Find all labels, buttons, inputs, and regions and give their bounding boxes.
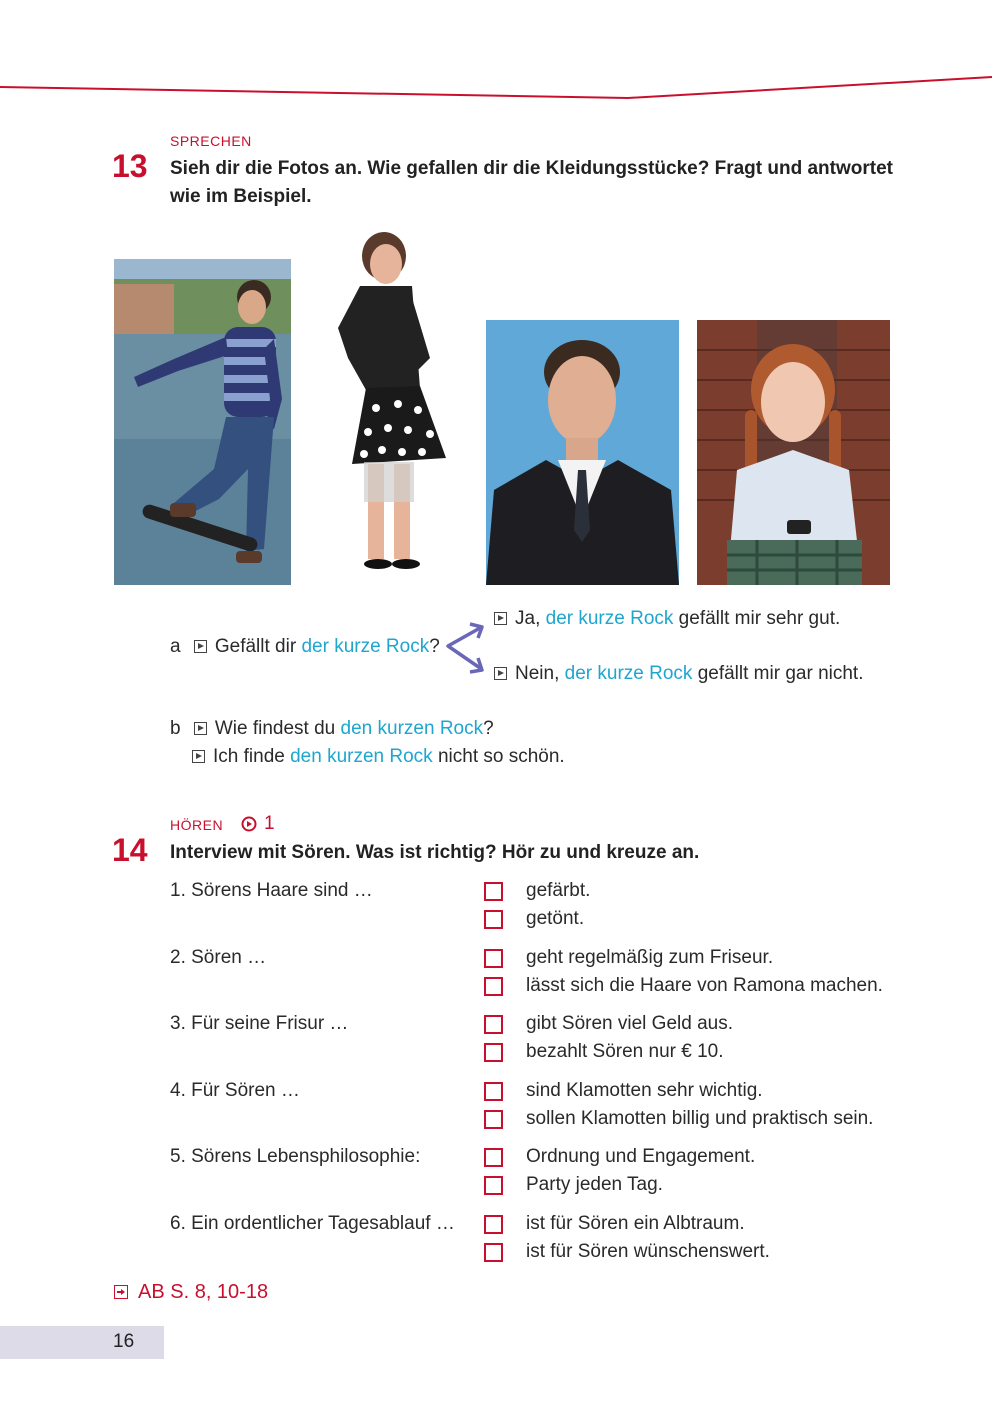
question-3: 3. Für seine Frisur … [170,1013,349,1034]
line2-post: nicht so schön. [432,746,565,767]
line1-post: ? [483,718,494,739]
option-2-1: geht regelmäßig zum Friseur. [526,947,774,968]
question-text-post: ? [429,636,440,657]
photo-boy-suit [486,320,679,585]
line2-pre: Ich finde [213,746,291,767]
speaker-play-icon [194,722,207,735]
option-5-2: Party jeden Tag. [526,1174,663,1195]
photo-girl-braids [697,320,890,585]
dialogue-letter-a: a [170,636,181,657]
checkbox-3-1[interactable] [484,1015,503,1034]
workbook-reference-text: AB S. 8, 10-18 [138,1281,269,1303]
checkbox-4-2[interactable] [484,1110,503,1129]
top-divider-line [0,74,992,104]
line1-highlight: den kurzen Rock [340,718,484,739]
dialogue-a-answer-yes [494,608,840,630]
branch-arrows-icon [440,622,490,676]
workbook-reference[interactable] [114,1281,268,1304]
instruction-line-2: wie im Beispiel. [170,186,312,207]
checkbox-4-1[interactable] [484,1082,503,1101]
question-1: 1. Sörens Haare sind … [170,880,373,901]
checkbox-1-2[interactable] [484,910,503,929]
section-label-sprechen: SPRECHEN [170,133,252,149]
answer-yes-pre: Ja, [515,608,546,629]
option-6-1: ist für Sören ein Albtraum. [526,1213,745,1234]
question-4: 4. Für Sören … [170,1080,300,1101]
option-1-2: getönt. [526,908,585,929]
section-label-hoeren: HÖREN [170,817,224,833]
option-5-1: Ordnung und Engagement. [526,1146,756,1167]
speaker-play-icon [194,640,207,653]
speaker-play-icon [494,667,507,680]
exercise-14-instruction: Interview mit Sören. Was ist richtig? Hör zu und kreuze an. [170,842,700,863]
exercise-number-13: 13 [112,148,148,184]
page-number-bar [0,1326,164,1359]
dialogue-b-line-1 [170,718,494,740]
answer-no-pre: Nein, [515,663,565,684]
checkbox-5-2[interactable] [484,1176,503,1195]
photo-skateboarder [114,259,291,585]
checkbox-2-2[interactable] [484,977,503,996]
exercise-number-14: 14 [112,832,148,868]
speaker-play-icon [494,612,507,625]
answer-yes-post: gefällt mir sehr gut. [673,608,841,629]
option-4-1: sind Klamotten sehr wichtig. [526,1080,763,1101]
question-text-pre: Gefällt dir [214,636,302,657]
audio-cd-icon[interactable] [241,816,257,832]
option-1-1: gefärbt. [526,880,591,901]
photo-girl-skirt [308,218,468,585]
answer-no-post: gefällt mir gar nicht. [692,663,864,684]
checkbox-3-2[interactable] [484,1043,503,1062]
instruction-line-1: Sieh dir die Fotos an. Wie gefallen dir die Kleidungsstücke? Fragt und antwortet [170,158,893,179]
checkbox-1-1[interactable] [484,882,503,901]
option-4-2: sollen Klamotten billig und praktisch sein. [526,1108,874,1129]
checkbox-5-1[interactable] [484,1148,503,1167]
audio-track-number: 1 [264,813,275,834]
option-6-2: ist für Sören wünschenswert. [526,1241,770,1262]
workbook-arrow-icon [114,1285,128,1299]
checkbox-6-1[interactable] [484,1215,503,1234]
speaker-play-icon [192,750,205,763]
dialogue-a-answer-no [494,663,864,685]
question-highlight: der kurze Rock [301,636,430,657]
dialogue-letter-b: b [170,718,181,739]
checkbox-2-1[interactable] [484,949,503,968]
answer-no-highlight: der kurze Rock [564,663,693,684]
question-5: 5. Sörens Lebensphilosophie: [170,1146,421,1167]
option-3-1: gibt Sören viel Geld aus. [526,1013,734,1034]
option-2-2: lässt sich die Haare von Ramona machen. [526,975,883,996]
answer-yes-highlight: der kurze Rock [545,608,674,629]
line1-pre: Wie findest du [214,718,341,739]
question-2: 2. Sören … [170,947,267,968]
exercise-13-instruction [170,155,930,211]
page-number: 16 [113,1331,135,1352]
question-6: 6. Ein ordentlicher Tagesablauf … [170,1213,455,1234]
line2-highlight: den kurzen Rock [290,746,433,767]
dialogue-a-question [170,636,440,658]
option-3-2: bezahlt Sören nur € 10. [526,1041,724,1062]
checkbox-6-2[interactable] [484,1243,503,1262]
dialogue-b-line-2 [192,746,565,768]
